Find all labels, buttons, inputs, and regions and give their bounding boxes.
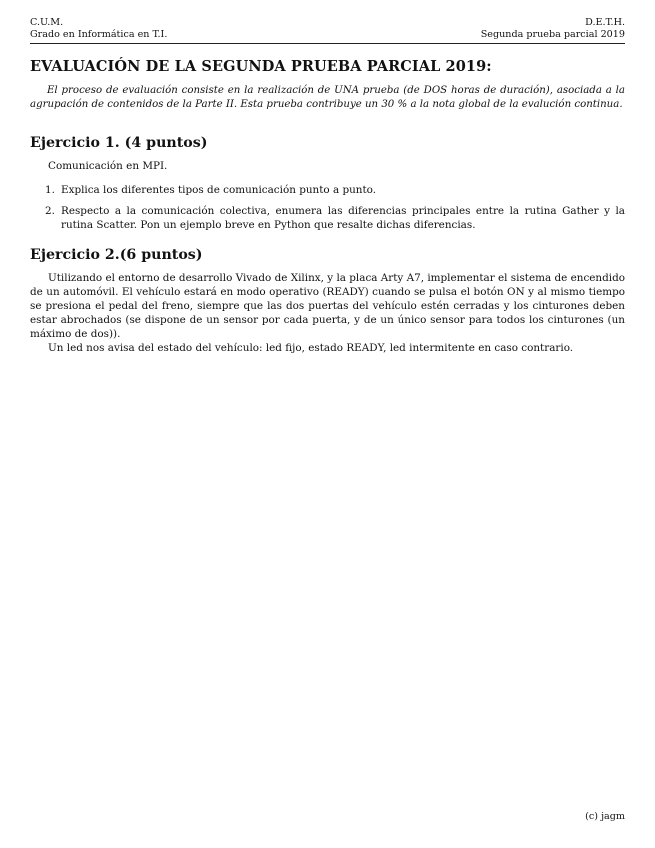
header-exam-name: Segunda prueba parcial 2019: [480, 29, 625, 40]
list-item-number: 2.: [45, 204, 55, 217]
list-item-text: Explica los diferentes tipos de comunicación punto a punto.: [61, 183, 377, 196]
header-institution: C.U.M.: [30, 17, 64, 28]
exercise-2-paragraph-1: Utilizando el entorno de desarrollo Vivado de Xilinx, y la placa Arty A7, implementar el sistema de encendido de un automóvil. El vehículo estará en modo operativo (READY) cuando se pulsa el botón ON y al mismo tiempo se presiona el pedal del freno, siempre que las dos puertas del vehículo estén cerradas y los cinturones deben estar abrochados (se dispone de un sensor por cada puerta, y de un único sensor para todos los cinturones (un máximo de dos)).: [30, 271, 625, 340]
page-title: EVALUACIÓN DE LA SEGUNDA PRUEBA PARCIAL 2019:: [30, 58, 492, 75]
header-department: D.E.T.H.: [585, 17, 625, 28]
page-footer-copyright: (c) jagm: [585, 811, 625, 822]
intro-paragraph: El proceso de evaluación consiste en la realización de UNA prueba (de DOS horas de duración), asociada a la agrupación de contenidos de la Parte II. Esta prueba contribuye un 30 % a la nota global de la evalución continua.: [30, 85, 625, 110]
header-degree: Grado en Informática en T.I.: [30, 29, 168, 40]
exercise-1-list: [30, 183, 625, 232]
list-item: [30, 183, 625, 197]
exercise-1-subtitle: Comunicación en MPI.: [48, 159, 168, 172]
list-item-number: 1.: [45, 183, 55, 196]
list-item-text: Respecto a la comunicación colectiva, enumera las diferencias principales entre la rutina Gather y la rutina Scatter. Pon un ejemplo breve en Python que resalte dichas diferencias.: [61, 204, 625, 231]
exercise-1-heading: Ejercicio 1. (4 puntos): [30, 134, 208, 151]
header-right: [481, 17, 625, 41]
exercise-2-heading: Ejercicio 2.(6 puntos): [30, 246, 203, 263]
page-header: [30, 17, 625, 41]
list-item: [30, 204, 625, 232]
exercise-2-paragraph-2: Un led nos avisa del estado del vehículo: led fijo, estado READY, led intermitente en caso contrario.: [48, 341, 574, 354]
document-page: [30, 17, 625, 355]
header-rule: [30, 43, 625, 44]
header-left: [30, 17, 167, 41]
